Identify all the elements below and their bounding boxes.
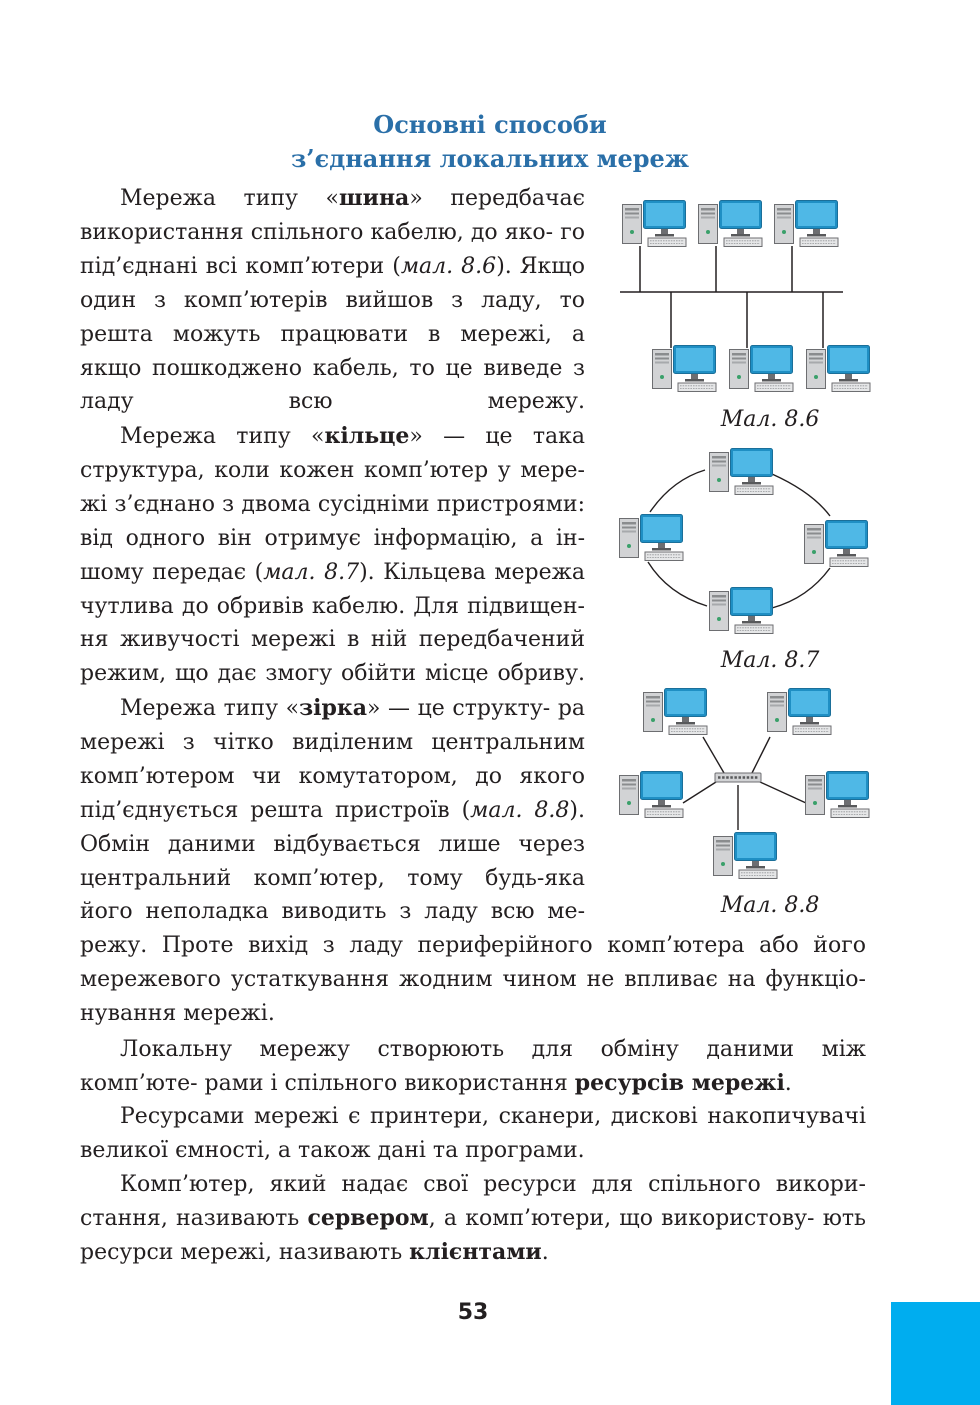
term-bus: шина (338, 185, 410, 211)
term-ring: кільце (324, 423, 410, 449)
figure-caption-8-6: Мал. 8.6 (720, 407, 820, 432)
ring-line-4: від одного він отримує інформацію, а ін- (80, 525, 585, 551)
ring-line-6: чутлива до обривів кабелю. Для підвищен- (80, 593, 585, 619)
local-line-1: Локальну мережу створюють для обміну даними між комп’юте- (80, 1037, 866, 1096)
ring-line-7: ня живучості мережі в ній передбачений (80, 627, 585, 653)
star-line-5: Обмін даними відбувається лише через (80, 831, 585, 857)
computer-icon (653, 346, 717, 392)
star-cable (760, 782, 806, 803)
computer-icon (644, 689, 708, 735)
computer-icon (807, 346, 871, 392)
computer-icon (805, 521, 869, 567)
ring-line-1-b: » — це така (409, 424, 586, 449)
bus-line-3-a: го під’єднані всі комп’ютери ( (80, 219, 585, 279)
computer-icon (623, 201, 687, 247)
resources-line-1: Ресурсами мережі є принтери, сканери, дискові накопичувачі (120, 1104, 866, 1129)
server-line-3-b: . (541, 1239, 549, 1265)
bus-line-2: використання спільного кабелю, до яко- (80, 219, 554, 245)
bus-line-6: якщо пошкоджено кабель, то це виведе з (80, 355, 585, 381)
server-line-1: Комп’ютер, який надає свої ресурси для спільного викори- (120, 1172, 866, 1197)
bus-topology-diagram (620, 246, 843, 348)
computer-icon (710, 588, 774, 634)
computer-icon (806, 772, 870, 818)
computer-icon (775, 201, 839, 247)
figure-caption-8-8: Мал. 8.8 (720, 893, 820, 918)
star-cable (752, 737, 770, 773)
figure-ref-8-6: мал. 8.6 (400, 253, 497, 279)
star-cable (703, 737, 724, 773)
section-heading-line-1: Основні способи (373, 110, 607, 139)
computer-icon (699, 201, 763, 247)
term-network-resources: ресурсів мережі (574, 1069, 785, 1096)
star-line-6: центральний комп’ютер, тому будь-яка (80, 865, 585, 891)
star-topology-diagram (683, 737, 806, 830)
computer-icon (768, 689, 832, 735)
ring-line-3: жі з’єднано з двома сусідніми пристроями: (80, 491, 585, 517)
star-line-2: ра мережі з чітко виділеним центральним (80, 696, 586, 755)
figure-ref-8-8: мал. 8.8 (470, 797, 570, 823)
star-wide-line-1: режу. Проте вихід з ладу периферійного комп’ютера або його (80, 933, 866, 958)
ring-line-1-a: Мережа типу « (120, 424, 325, 449)
ring-cable (648, 562, 707, 606)
term-clients: клієнтами (409, 1238, 542, 1265)
ring-line-8: режим, що дає змогу обійти місце обриву. (80, 661, 585, 687)
star-line-7: його неполадка виводить з ладу всю ме- (80, 899, 585, 925)
bus-line-3-b: ). (496, 253, 512, 279)
local-line-2-a: рами і спільного використання (204, 1070, 575, 1096)
computer-icon (714, 833, 778, 879)
server-line-3-a: ють ресурси мережі, називають (80, 1205, 867, 1265)
star-line-3: комп’ютером чи комутатором, до якого (80, 763, 585, 789)
ring-line-5-a: шому передає ( (80, 559, 264, 585)
resources-line-2: великої ємності, а також дані та програми. (80, 1137, 585, 1163)
term-server: сервером (307, 1204, 429, 1231)
page-corner-tab (891, 1302, 980, 1405)
computer-icon (620, 772, 684, 818)
star-wide-line-3: нування мережі. (80, 1000, 275, 1026)
term-star: зірка (299, 695, 368, 721)
network-switch-icon (715, 773, 761, 782)
bus-line-7: ладу всю мережу. (80, 389, 585, 415)
figure-caption-8-7: Мал. 8.7 (720, 648, 820, 673)
computer-icon (730, 346, 794, 392)
section-heading-line-2: з’єднання локальних мереж (290, 144, 690, 173)
figure-ref-8-7: мал. 8.7 (263, 559, 360, 585)
ring-cable (772, 568, 830, 608)
page-number: 53 (457, 1300, 489, 1325)
computer-icon (620, 515, 684, 561)
server-line-2-a: стання, називають (80, 1205, 308, 1231)
bus-line-5: то решта можуть працювати в мережі, а (80, 287, 585, 347)
star-line-1-a: Мережа типу « (120, 696, 300, 721)
star-cable (683, 782, 716, 803)
star-line-1-b: » — це структу- (367, 696, 551, 721)
bus-line-4: Якщо один з комп’ютерів вийшов з ладу, (80, 253, 585, 313)
bus-line-1-a: Мережа типу « (120, 186, 339, 211)
server-line-2-b: , а комп’ютери, що використову- (428, 1205, 815, 1231)
bus-line-1-b: » передбачає (409, 186, 585, 211)
ring-line-2: структура, коли кожен комп’ютер у мере- (80, 457, 585, 483)
star-line-4-a: під’єднується решта пристроїв ( (80, 797, 471, 823)
ring-cable (772, 474, 830, 516)
ring-line-5-b: ). Кільцева мережа (359, 559, 586, 585)
star-wide-line-2: мережевого устаткування жодним чином не впливає на функціо- (80, 966, 866, 992)
ring-cable (650, 470, 705, 512)
local-line-2-b: . (784, 1070, 792, 1096)
star-line-4-b: ). (569, 797, 585, 823)
computer-icon (710, 449, 774, 495)
